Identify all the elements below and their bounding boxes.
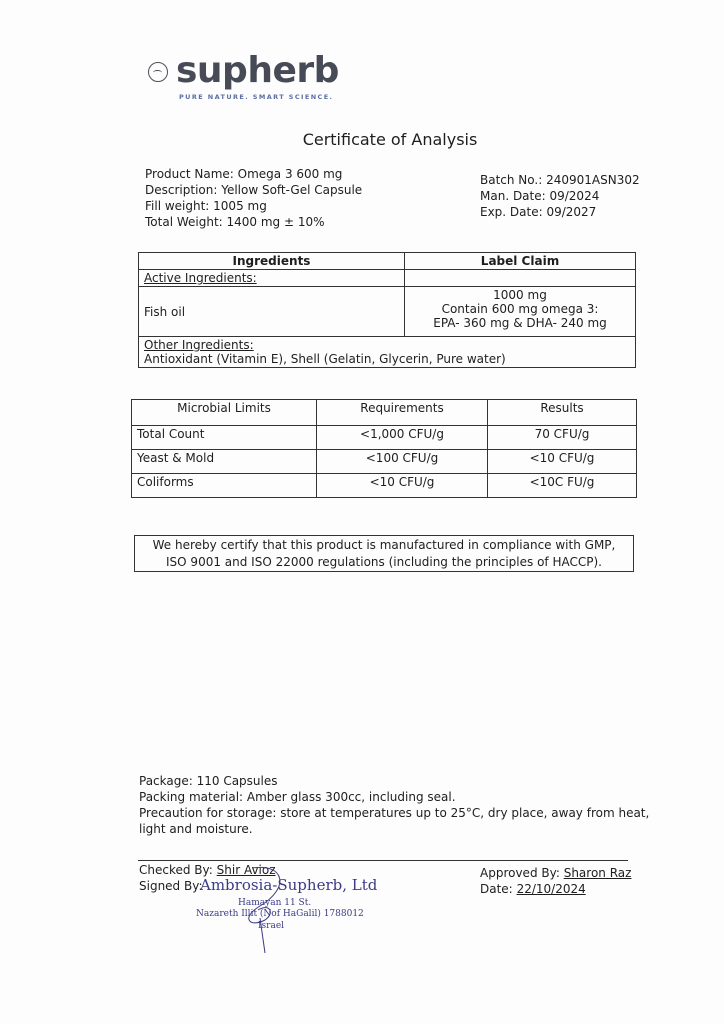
brand-name: supherb [176, 50, 339, 91]
signature-scribble [230, 858, 300, 958]
storage-precaution-cont: light and moisture. [139, 822, 253, 836]
other-ingredients-value: Antioxidant (Vitamin E), Shell (Gelatin, Glycerin, Pure water) [144, 352, 506, 366]
micro-result: <10 CFU/g [488, 450, 637, 474]
certification-line: We hereby certify that this product is manufactured in compliance with GMP, [152, 538, 616, 552]
ingredients-table [138, 252, 636, 368]
micro-header-requirements: Requirements [317, 400, 488, 426]
batch-info [480, 172, 640, 220]
stamp-address-line: Hamayan 11 St. [238, 898, 312, 908]
document-title: Certificate of Analysis [302, 130, 478, 149]
packing-material: Packing material: Amber glass 300cc, including seal. [139, 790, 456, 804]
stamp-address-line: Israel [258, 921, 285, 931]
micro-header-results: Results [488, 400, 637, 426]
micro-requirement: <100 CFU/g [317, 450, 488, 474]
active-ingredients-label: Active Ingredients: [139, 270, 405, 287]
claim-line: EPA- 360 mg & DHA- 240 mg [433, 316, 607, 330]
expiry-date: Exp. Date: 09/2027 [480, 205, 597, 219]
storage-precaution: Precaution for storage: store at temperatures up to 25°C, dry place, away from heat, [139, 806, 650, 820]
approved-by-name: Sharon Raz [563, 866, 632, 880]
batch-number: Batch No.: 240901ASN302 [480, 173, 640, 187]
label-claim-header: Label Claim [405, 253, 636, 270]
certification-statement [134, 535, 634, 572]
manufacture-date: Man. Date: 09/2024 [480, 189, 600, 203]
micro-test-name: Coliforms [132, 474, 317, 498]
table-row [132, 450, 637, 474]
approved-by: Approved By: Sharon Raz [480, 866, 632, 880]
approval-date-value: 22/10/2024 [516, 882, 586, 896]
brand-logo-icon [148, 62, 168, 82]
table-row [132, 474, 637, 498]
checked-by: Checked By: Shir Avioz [139, 863, 276, 877]
certification-line: ISO 9001 and ISO 22000 regulations (including the principles of HACCP). [166, 555, 602, 569]
product-total-weight: Total Weight: 1400 mg ± 10% [145, 215, 325, 229]
product-info [145, 166, 362, 230]
divider [138, 860, 628, 861]
microbial-table [131, 399, 637, 498]
fish-oil-cell: Fish oil [139, 287, 405, 337]
company-stamp-name: Ambrosia-Supherb, Ltd [200, 876, 378, 894]
micro-header-limits: Microbial Limits [132, 400, 317, 426]
product-fill-weight: Fill weight: 1005 mg [145, 199, 267, 213]
micro-result: 70 CFU/g [488, 426, 637, 450]
brand-tagline: PURE NATURE. SMART SCIENCE. [179, 93, 334, 101]
label-claim-cell [405, 287, 636, 337]
other-ingredients-label: Other Ingredients: [144, 338, 254, 352]
packaging-info [139, 773, 650, 837]
package-count: Package: 110 Capsules [139, 774, 278, 788]
claim-line: 1000 mg [493, 288, 547, 302]
approval-date: Date: 22/10/2024 [480, 882, 586, 896]
micro-requirement: <10 CFU/g [317, 474, 488, 498]
claim-line: Contain 600 mg omega 3: [441, 302, 599, 316]
other-ingredients-cell [139, 337, 636, 368]
signed-by: Signed By: [139, 879, 203, 893]
stamp-address-line: Nazareth Illit (Nof HaGalil) 1788012 [196, 909, 364, 919]
product-name: Product Name: Omega 3 600 mg [145, 167, 343, 181]
ingredients-header: Ingredients [139, 253, 405, 270]
micro-test-name: Total Count [132, 426, 317, 450]
checked-by-name: Shir Avioz [216, 863, 276, 877]
micro-requirement: <1,000 CFU/g [317, 426, 488, 450]
table-row [132, 426, 637, 450]
product-description: Description: Yellow Soft-Gel Capsule [145, 183, 363, 197]
micro-result: <10C FU/g [488, 474, 637, 498]
micro-test-name: Yeast & Mold [132, 450, 317, 474]
